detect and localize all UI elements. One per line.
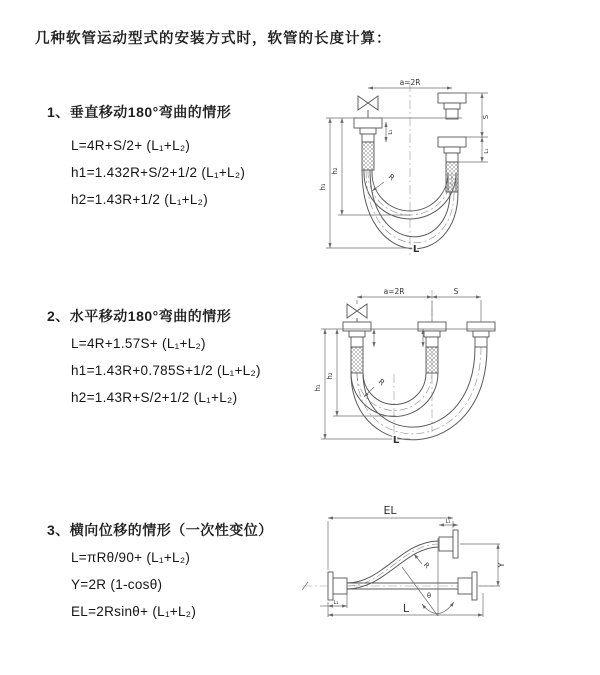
dim-label-h2: h₂	[331, 167, 339, 175]
dim-label-el: EL	[383, 504, 397, 517]
diagram-vertical-180-bend	[310, 75, 600, 260]
section-3-heading: 3、横向位移的情形（一次性变位）	[47, 522, 273, 538]
label-angle-theta: θ	[426, 592, 432, 600]
dim-label-h1: h₁	[314, 384, 322, 392]
diagram-lateral-displacement	[298, 498, 598, 643]
section-3-formula-L: L=πRθ/90+ (L₁+L₂)	[71, 550, 191, 565]
page-title: 几种软管运动型式的安装方式时，软管的长度计算：	[35, 31, 392, 47]
section-1-heading: 1、垂直移动180°弯曲的情形	[47, 104, 232, 120]
section-1-formula-h1: h1=1.432R+S/2+1/2 (L₁+L₂)	[71, 165, 246, 180]
dimension-lines	[320, 518, 500, 617]
dim-label-l1-left: L₁	[388, 129, 394, 135]
valve-icon	[358, 96, 378, 118]
hose-curves	[351, 347, 487, 440]
section-2-heading: 2、水平移动180°弯曲的情形	[47, 308, 232, 324]
dim-label-span: a=2R	[383, 287, 405, 296]
dim-label-h2: h₂	[326, 372, 334, 380]
label-hose-length: L	[412, 244, 420, 255]
label-bend-radius: R	[421, 561, 431, 571]
dim-label-l: L	[402, 602, 410, 615]
dim-label-span: a=2R	[399, 78, 421, 87]
diagram-horizontal-180-bend	[310, 282, 600, 460]
dim-label-y: Y	[497, 562, 506, 568]
section-1-formula-L: L=4R+S/2+ (L₁+L₂)	[71, 138, 191, 153]
section-2-formula-h1: h1=1.43R+0.785S+1/2 (L₁+L₂)	[71, 363, 261, 378]
dim-label-l1-right: L₁	[484, 148, 490, 154]
section-2-formula-h2: h2=1.43R+S/2+1/2 (L₁+L₂)	[71, 390, 238, 405]
section-3-formula-Y: Y=2R (1-cosθ)	[71, 577, 163, 592]
dim-label-s: S	[482, 114, 490, 120]
dimension-lines	[326, 88, 488, 248]
section-2-formula-L: L=4R+1.57S+ (L₁+L₂)	[71, 336, 206, 351]
section-3-formula-EL: EL=2Rsinθ+ (L₁+L₂)	[71, 604, 197, 619]
dim-label-l1-top: L₁	[445, 519, 451, 525]
dim-label-h1: h₁	[319, 183, 327, 191]
hose-fittings	[343, 322, 495, 373]
dim-label-l1-bottom: L₁	[333, 600, 339, 606]
dim-label-s: S	[453, 287, 459, 296]
label-bend-radius: R	[386, 171, 397, 183]
label-hose-length: L	[392, 435, 400, 446]
valve-icon	[347, 304, 367, 322]
section-1-formula-h2: h2=1.43R+1/2 (L₁+L₂)	[71, 192, 209, 207]
label-bend-radius: R	[376, 376, 387, 388]
